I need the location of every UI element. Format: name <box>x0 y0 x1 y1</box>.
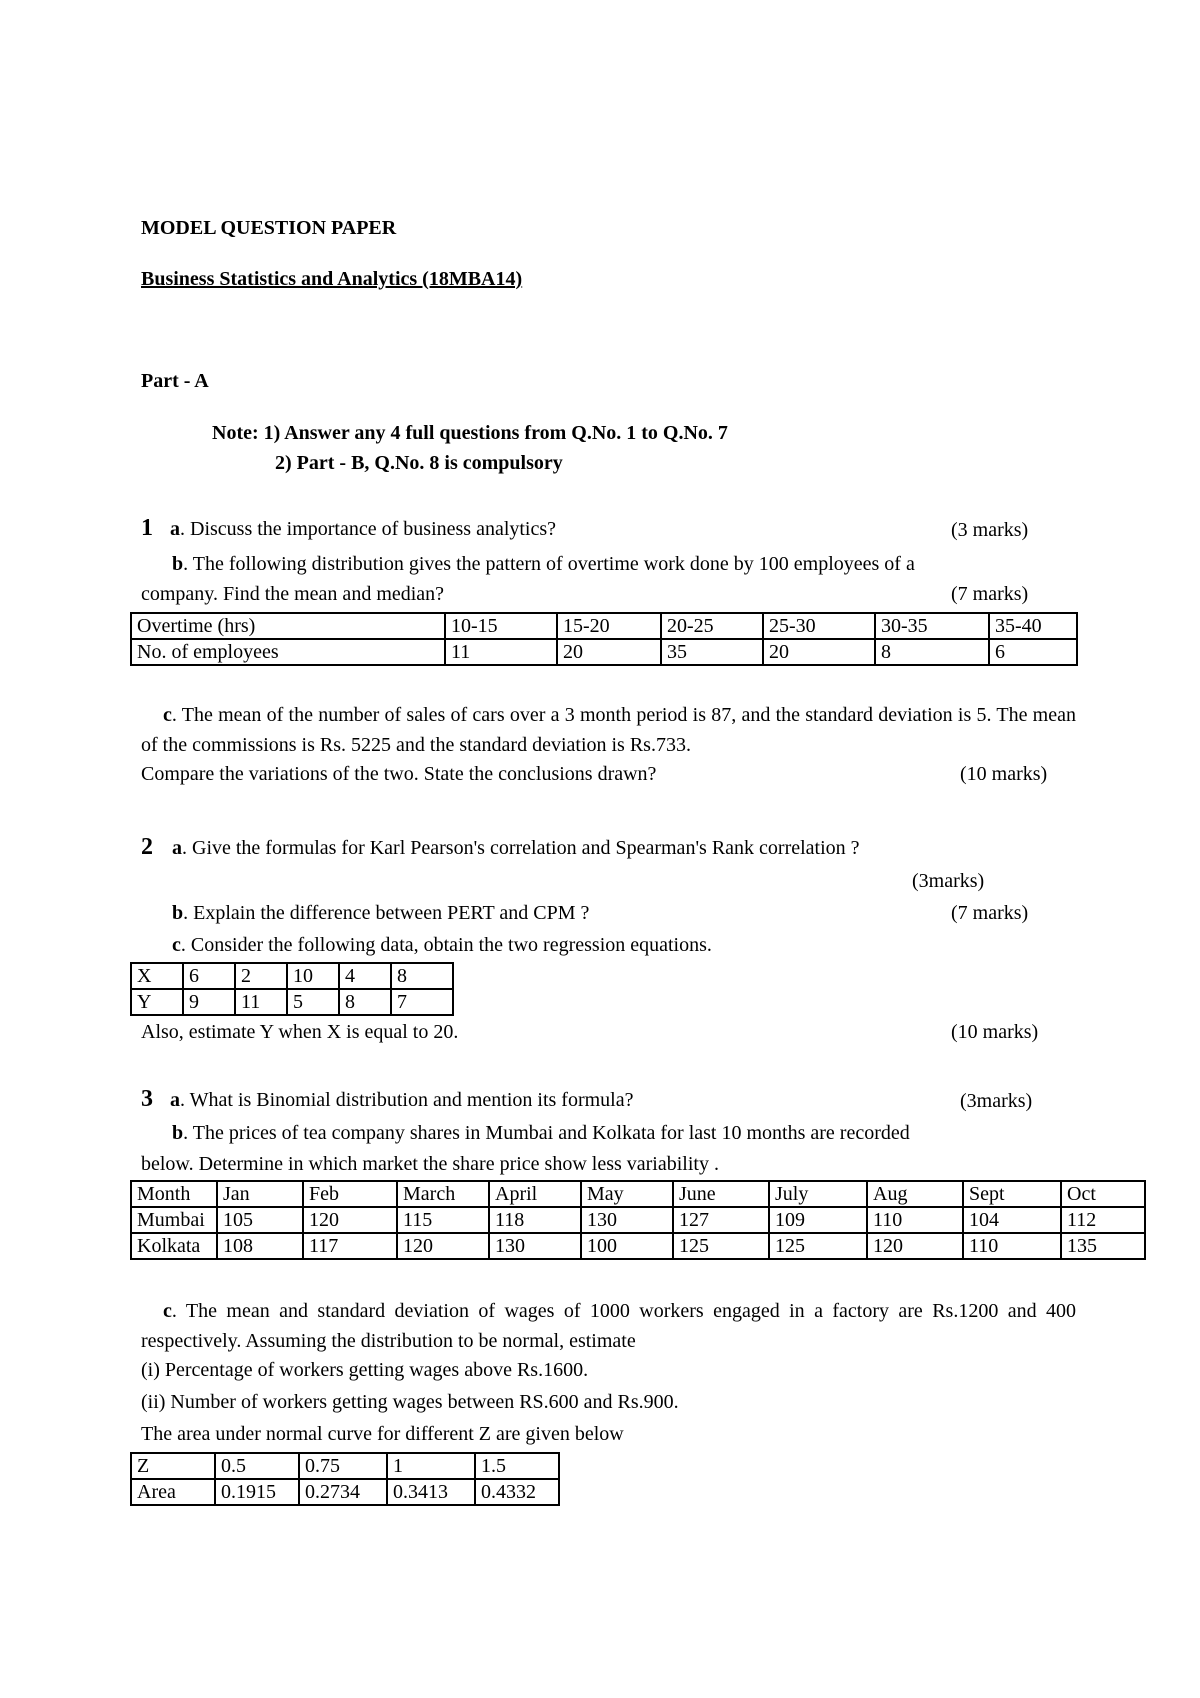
table-cell: 1 <box>387 1453 475 1479</box>
q3-b-label: b <box>172 1122 184 1144</box>
q1-c-text: . The mean of the number of sales of cars over a 3 month period is 87, and the standard deviation is 5. The mean of the commissions is Rs. 5225 and the standard deviation is Rs.733. <box>141 704 1076 756</box>
table-cell: 120 <box>867 1233 963 1259</box>
q3-b-line-2: below. Determine in which market the share price show less variability . <box>141 1153 719 1175</box>
table-row <box>131 1181 1145 1207</box>
table-cell: 8 <box>875 639 989 665</box>
table-cell: 0.4332 <box>475 1479 559 1505</box>
table-cell: 10 <box>287 963 339 989</box>
q1-a-label: a <box>170 518 180 540</box>
table-cell: 20 <box>557 639 661 665</box>
z-area-table <box>130 1452 560 1506</box>
q1-part-a <box>141 515 556 542</box>
q2-a-marks: (3marks) <box>912 870 985 892</box>
q2-c-marks: (10 marks) <box>951 1021 1039 1043</box>
q2-c-estimate: Also, estimate Y when X is equal to 20. <box>141 1021 459 1043</box>
table-cell: 6 <box>989 639 1077 665</box>
table-cell: 108 <box>217 1233 303 1259</box>
q1-b-label: b <box>172 553 184 575</box>
table-cell: 109 <box>769 1207 867 1233</box>
table-cell: May <box>581 1181 673 1207</box>
table-cell: 110 <box>963 1233 1061 1259</box>
table-cell: 0.2734 <box>299 1479 387 1505</box>
table-cell: 11 <box>235 989 287 1015</box>
q1-c-label: c <box>163 704 172 726</box>
q2-c-text: . Consider the following data, obtain the two regression equations. <box>180 934 712 956</box>
table-cell: Z <box>131 1453 215 1479</box>
table-cell: 110 <box>867 1207 963 1233</box>
table-cell: Aug <box>867 1181 963 1207</box>
table-cell: Month <box>131 1181 217 1207</box>
q2-part-c <box>172 934 712 957</box>
table-cell: 0.5 <box>215 1453 299 1479</box>
table-cell: 20 <box>763 639 875 665</box>
q2-a-text: . Give the formulas for Karl Pearson's correlation and Spearman's Rank correlation ? <box>182 837 860 859</box>
table-cell: 35 <box>661 639 763 665</box>
table-cell: 11 <box>445 639 557 665</box>
table-cell: Jan <box>217 1181 303 1207</box>
table-cell: 6 <box>183 963 235 989</box>
table-cell: 1.5 <box>475 1453 559 1479</box>
table-cell: 7 <box>391 989 453 1015</box>
subject-title: Business Statistics and Analytics (18MBA14) <box>141 268 523 290</box>
q2-b-label: b <box>172 902 184 924</box>
table-cell: 0.1915 <box>215 1479 299 1505</box>
table-cell: 104 <box>963 1207 1061 1233</box>
q3-c-area-note: The area under normal curve for different Z are given below <box>141 1423 624 1445</box>
table-row <box>131 1479 559 1505</box>
table-cell: 15-20 <box>557 613 661 639</box>
table-cell: 135 <box>1061 1233 1145 1259</box>
q1-a-text: . Discuss the importance of business analytics? <box>180 518 557 540</box>
table-cell: 112 <box>1061 1207 1145 1233</box>
table-cell: Area <box>131 1479 215 1505</box>
q1-part-c <box>141 700 1076 760</box>
table-row <box>131 613 1077 639</box>
table-cell: 115 <box>397 1207 489 1233</box>
q3-c-item-ii: (ii) Number of workers getting wages between RS.600 and Rs.900. <box>141 1391 679 1413</box>
table-row <box>131 963 453 989</box>
table-cell: 125 <box>673 1233 769 1259</box>
paper-title: MODEL QUESTION PAPER <box>141 217 397 239</box>
table-cell: 130 <box>489 1233 581 1259</box>
table-row <box>131 1453 559 1479</box>
q3-a-text: . What is Binomial distribution and mention its formula? <box>180 1089 634 1111</box>
table-cell: 10-15 <box>445 613 557 639</box>
q1-b-text: . The following distribution gives the pattern of overtime work done by 100 employees of a <box>183 553 915 575</box>
table-cell: April <box>489 1181 581 1207</box>
table-row <box>131 1233 1145 1259</box>
table-row <box>131 1207 1145 1233</box>
table-cell: March <box>397 1181 489 1207</box>
q3-c-text: . The mean and standard deviation of wages of 1000 workers engaged in a factory are Rs.1200 and 400 respectively. Assuming the distribution to be normal, estimate <box>141 1300 1076 1352</box>
q1-a-marks: (3 marks) <box>951 519 1029 541</box>
table-cell: 127 <box>673 1207 769 1233</box>
q2-b-text: . Explain the difference between PERT and CPM ? <box>183 902 590 924</box>
table-cell: Kolkata <box>131 1233 217 1259</box>
q3-part-a <box>141 1086 633 1113</box>
q3-c-item-i: (i) Percentage of workers getting wages above Rs.1600. <box>141 1359 589 1381</box>
q3-number: 3 <box>141 1086 153 1112</box>
table-cell: July <box>769 1181 867 1207</box>
table-cell: 0.3413 <box>387 1479 475 1505</box>
table-cell: 2 <box>235 963 287 989</box>
table-cell: 4 <box>339 963 391 989</box>
table-cell: 25-30 <box>763 613 875 639</box>
q3-a-label: a <box>170 1089 180 1111</box>
q2-number: 2 <box>141 834 153 860</box>
q3-part-c <box>141 1296 1076 1356</box>
q3-b-text: . The prices of tea company shares in Mumbai and Kolkata for last 10 months are recorded <box>183 1122 910 1144</box>
table-cell: Feb <box>303 1181 397 1207</box>
q1-b-line-1 <box>172 553 915 576</box>
table-cell: 5 <box>287 989 339 1015</box>
q3-a-marks: (3marks) <box>960 1090 1033 1112</box>
table-cell: 8 <box>391 963 453 989</box>
regression-table <box>130 962 454 1016</box>
table-cell: 35-40 <box>989 613 1077 639</box>
q1-b-line-2: company. Find the mean and median? <box>141 583 445 605</box>
q2-c-label: c <box>172 934 181 956</box>
table-cell: 100 <box>581 1233 673 1259</box>
table-cell: Sept <box>963 1181 1061 1207</box>
table-cell: 120 <box>303 1207 397 1233</box>
table-cell: 130 <box>581 1207 673 1233</box>
q3-b-line-1 <box>172 1122 910 1145</box>
part-heading: Part - A <box>141 370 209 392</box>
table-cell: Oct <box>1061 1181 1145 1207</box>
table-cell: No. of employees <box>131 639 445 665</box>
table-cell: 120 <box>397 1233 489 1259</box>
table-cell: 125 <box>769 1233 867 1259</box>
table-cell: 8 <box>339 989 391 1015</box>
table-row <box>131 639 1077 665</box>
table-cell: 30-35 <box>875 613 989 639</box>
q2-part-b <box>172 902 589 925</box>
q2-b-marks: (7 marks) <box>951 902 1029 924</box>
share-price-table <box>130 1180 1146 1260</box>
table-cell: 105 <box>217 1207 303 1233</box>
table-cell: 118 <box>489 1207 581 1233</box>
table-cell: Y <box>131 989 183 1015</box>
table-row <box>131 989 453 1015</box>
table-cell: 9 <box>183 989 235 1015</box>
note-line-2: 2) Part - B, Q.No. 8 is compulsory <box>275 452 563 474</box>
q2-a-label: a <box>172 837 182 859</box>
table-cell: 20-25 <box>661 613 763 639</box>
table-cell: X <box>131 963 183 989</box>
q3-c-label: c <box>163 1300 172 1322</box>
q1-number: 1 <box>141 515 153 541</box>
overtime-table <box>130 612 1078 666</box>
q1-b-marks: (7 marks) <box>951 583 1029 605</box>
q1-c-marks: (10 marks) <box>960 763 1048 785</box>
table-cell: Mumbai <box>131 1207 217 1233</box>
q1-c-line-3: Compare the variations of the two. State the conclusions drawn? <box>141 763 657 785</box>
table-cell: Overtime (hrs) <box>131 613 445 639</box>
table-cell: June <box>673 1181 769 1207</box>
q2-part-a <box>141 834 860 861</box>
table-cell: 117 <box>303 1233 397 1259</box>
table-cell: 0.75 <box>299 1453 387 1479</box>
note-line-1: Note: 1) Answer any 4 full questions from Q.No. 1 to Q.No. 7 <box>212 422 728 444</box>
